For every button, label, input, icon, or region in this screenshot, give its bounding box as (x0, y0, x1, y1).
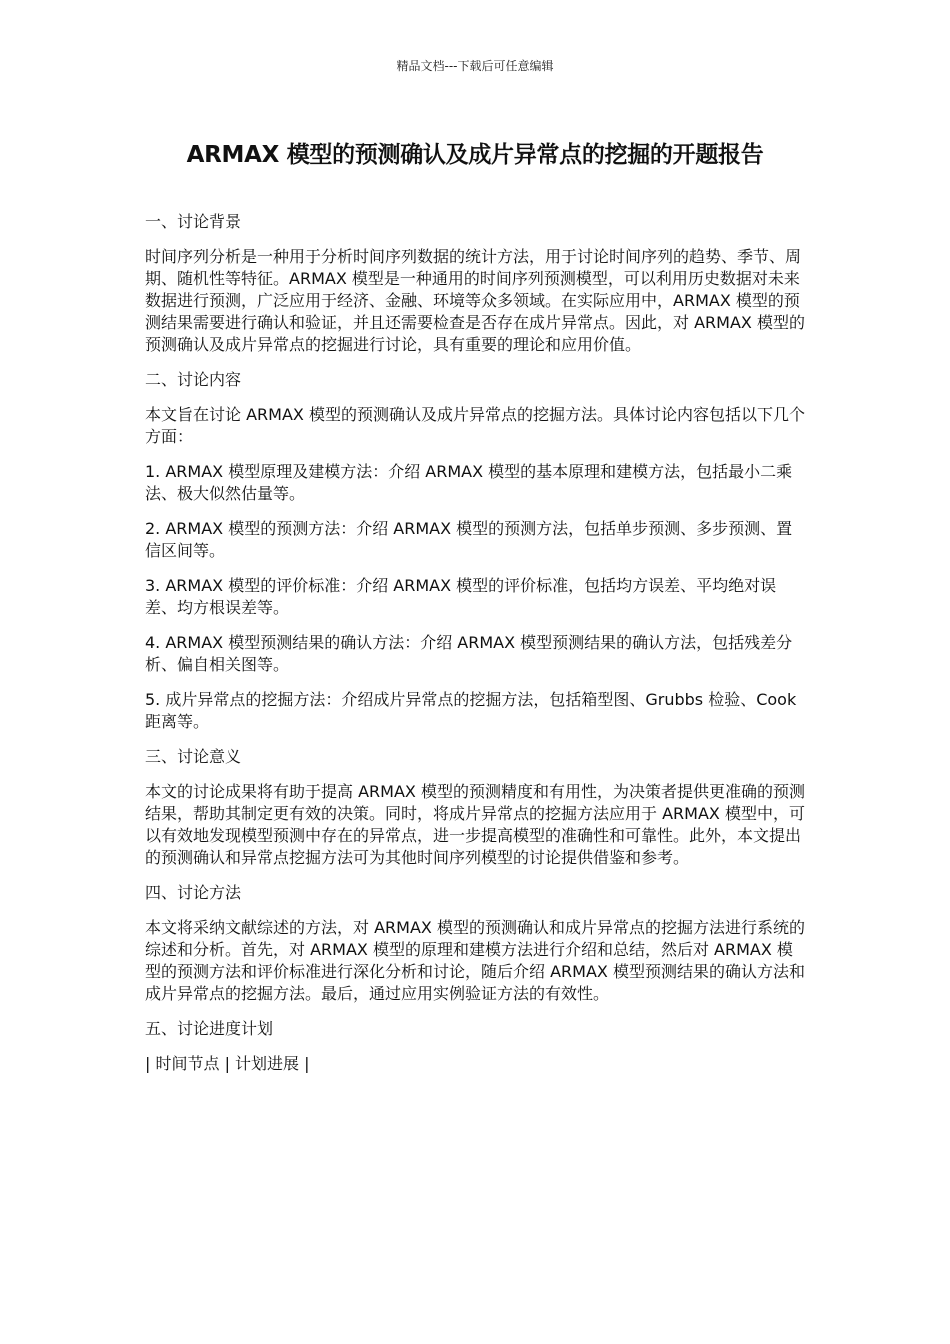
document-body (145, 211, 805, 1088)
paragraph: 时间序列分析是一种用于分析时间序列数据的统计方法，用于讨论时间序列的趋势、季节、周期、随机性等特征。ARMAX 模型是一种通用的时间序列预测模型，可以利用历史数据对未来数据进行预测，广泛应用于经济、金融、环境等众多领域。在实际应用中，ARMAX 模型的预测结果需要进行确认和验证，并且还需要检查是否存在成片异常点。因此，对 ARMAX 模型的预测确认及成片异常点的挖掘进行讨论，具有重要的理论和应用价值。 (145, 247, 805, 354)
paragraph: 本文的讨论成果将有助于提高 ARMAX 模型的预测精度和有用性，为决策者提供更准确的预测结果，帮助其制定更有效的决策。同时，将成片异常点的挖掘方法应用于 ARMAX 模型中，可以有效地发现模型预测中存在的异常点，进一步提高模型的准确性和可靠性。此外，本文提出的预测确认和异常点挖掘方法可为其他时间序列模型的讨论提供借鉴和参考。 (145, 782, 805, 867)
paragraph: 本文旨在讨论 ARMAX 模型的预测确认及成片异常点的挖掘方法。具体讨论内容包括以下几个方面： (145, 405, 805, 446)
document-title: ARMAX 模型的预测确认及成片异常点的挖掘的开题报告 (186, 142, 764, 168)
list-item: 5. 成片异常点的挖掘方法：介绍成片异常点的挖掘方法，包括箱型图、Grubbs 检验、Cook 距离等。 (145, 690, 797, 731)
list-item: 4. ARMAX 模型预测结果的确认方法：介绍 ARMAX 模型预测结果的确认方法，包括残差分析、偏自相关图等。 (145, 633, 793, 674)
section-heading: 一、讨论背景 (145, 212, 242, 231)
section-heading: 四、讨论方法 (145, 883, 242, 902)
header-note: 精品文档---下载后可任意编辑 (396, 59, 554, 73)
section-heading: 五、讨论进度计划 (145, 1019, 274, 1038)
list-item: 3. ARMAX 模型的评价标准：介绍 ARMAX 模型的评价标准，包括均方误差、平均绝对误差、均方根误差等。 (145, 576, 777, 617)
section-heading: 三、讨论意义 (145, 747, 242, 766)
list-item: 1. ARMAX 模型原理及建模方法：介绍 ARMAX 模型的基本原理和建模方法，包括最小二乘法、极大似然估量等。 (145, 462, 793, 503)
table-header-row: | 时间节点 | 计划进展 | (145, 1054, 310, 1073)
list-item: 2. ARMAX 模型的预测方法：介绍 ARMAX 模型的预测方法，包括单步预测、多步预测、置信区间等。 (145, 519, 793, 560)
paragraph: 本文将采纳文献综述的方法，对 ARMAX 模型的预测确认和成片异常点的挖掘方法进行系统的综述和分析。首先，对 ARMAX 模型的原理和建模方法进行介绍和总结，然后对 ARMAX 模型的预测方法和评价标准进行深化分析和讨论，随后介绍 ARMAX 模型预测结果的确认方法和成片异常点的挖掘方法。最后，通过应用实例验证方法的有效性。 (145, 918, 805, 1003)
section-heading: 二、讨论内容 (145, 370, 242, 389)
